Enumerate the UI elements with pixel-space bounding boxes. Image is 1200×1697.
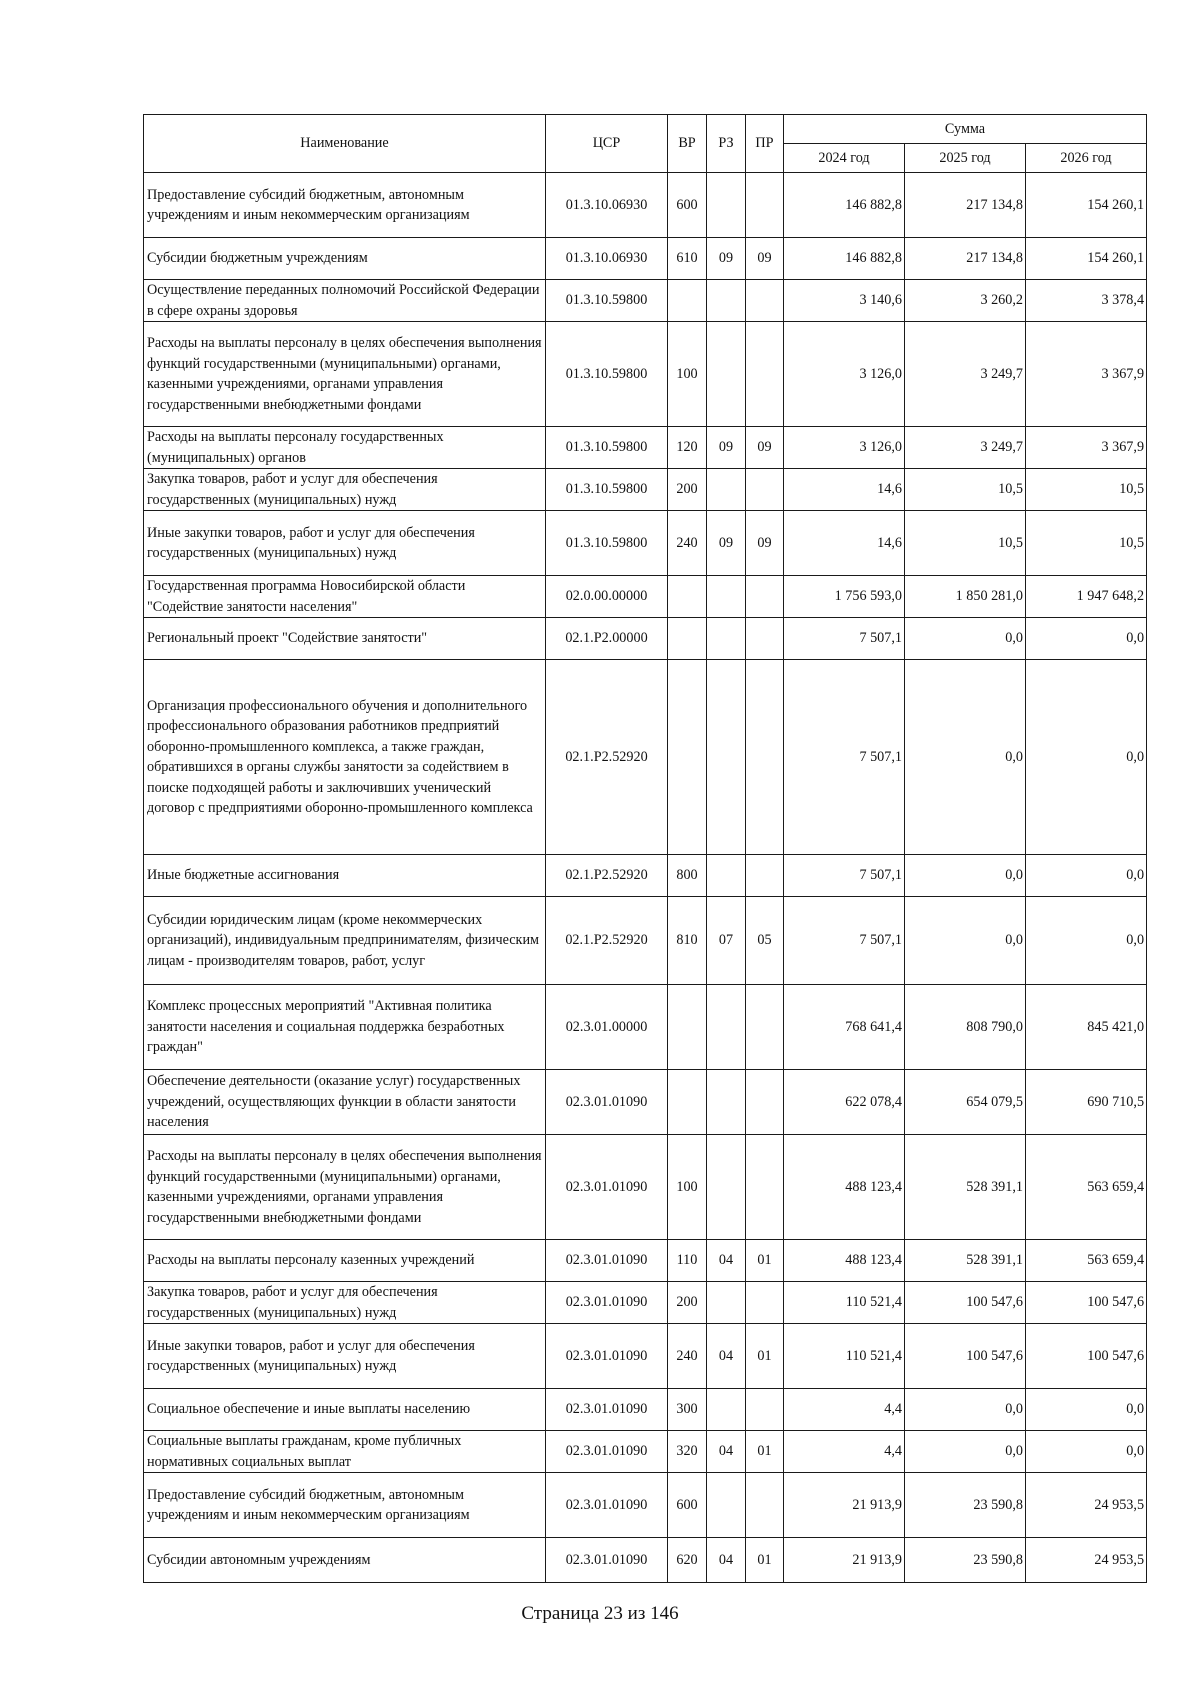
row-vr: 200 — [668, 469, 707, 511]
table-row — [144, 576, 1147, 618]
row-amount-2025: 1 850 281,0 — [905, 576, 1026, 618]
row-amount-2025: 217 134,8 — [905, 238, 1026, 280]
row-csr: 01.3.10.59800 — [546, 427, 668, 469]
row-rz — [707, 576, 746, 618]
row-csr: 01.3.10.59800 — [546, 469, 668, 511]
row-vr: 600 — [668, 1473, 707, 1538]
row-rz — [707, 173, 746, 238]
row-amount-2024: 4,4 — [784, 1389, 905, 1431]
row-vr: 810 — [668, 897, 707, 985]
row-pr — [746, 660, 784, 855]
row-amount-2026: 24 953,5 — [1026, 1473, 1147, 1538]
row-name: Социальное обеспечение и иные выплаты населению — [144, 1389, 546, 1431]
row-amount-2024: 14,6 — [784, 511, 905, 576]
row-amount-2024: 1 756 593,0 — [784, 576, 905, 618]
row-pr — [746, 855, 784, 897]
header-name: Наименование — [144, 115, 546, 173]
row-vr: 240 — [668, 1324, 707, 1389]
row-vr: 600 — [668, 173, 707, 238]
row-amount-2026: 154 260,1 — [1026, 238, 1147, 280]
table-row — [144, 173, 1147, 238]
row-csr: 01.3.10.59800 — [546, 511, 668, 576]
row-amount-2025: 0,0 — [905, 660, 1026, 855]
table-row — [144, 1135, 1147, 1240]
row-csr: 02.3.01.01090 — [546, 1431, 668, 1473]
row-pr — [746, 1282, 784, 1324]
row-amount-2024: 146 882,8 — [784, 173, 905, 238]
header-vr: ВР — [668, 115, 707, 173]
row-amount-2025: 100 547,6 — [905, 1324, 1026, 1389]
header-csr: ЦСР — [546, 115, 668, 173]
row-pr — [746, 576, 784, 618]
row-rz — [707, 1389, 746, 1431]
row-name: Иные закупки товаров, работ и услуг для обеспечения государственных (муниципальных) нужд — [144, 1324, 546, 1389]
row-name: Субсидии бюджетным учреждениям — [144, 238, 546, 280]
row-name: Организация профессионального обучения и дополнительного профессионального образования работников предприятий оборонно-промышленного комплекса, а также граждан, обратившихся в органы службы занятости за содействием в поиске подходящей работы и заключивших ученический договор с предприятиями оборонно-промышленного комплекса — [144, 660, 546, 855]
table-row — [144, 1324, 1147, 1389]
row-name: Комплекс процессных мероприятий "Активная политика занятости населения и социальная поддержка безработных граждан" — [144, 985, 546, 1070]
row-name: Расходы на выплаты персоналу казенных учреждений — [144, 1240, 546, 1282]
row-pr: 05 — [746, 897, 784, 985]
row-vr — [668, 576, 707, 618]
row-name: Субсидии юридическим лицам (кроме некоммерческих организаций), индивидуальным предпринимателям, физическим лицам - производителям товаров, работ, услуг — [144, 897, 546, 985]
row-vr: 120 — [668, 427, 707, 469]
row-amount-2026: 0,0 — [1026, 855, 1147, 897]
row-rz: 04 — [707, 1324, 746, 1389]
row-name: Государственная программа Новосибирской области "Содействие занятости населения" — [144, 576, 546, 618]
row-vr — [668, 660, 707, 855]
row-csr: 02.1.Р2.52920 — [546, 897, 668, 985]
row-pr: 01 — [746, 1431, 784, 1473]
table-row — [144, 1070, 1147, 1135]
row-rz: 09 — [707, 511, 746, 576]
row-amount-2024: 488 123,4 — [784, 1240, 905, 1282]
row-csr: 02.3.01.01090 — [546, 1282, 668, 1324]
table-row — [144, 618, 1147, 660]
row-amount-2025: 528 391,1 — [905, 1240, 1026, 1282]
row-amount-2026: 3 367,9 — [1026, 322, 1147, 427]
row-name: Субсидии автономным учреждениям — [144, 1538, 546, 1583]
row-csr: 02.3.01.01090 — [546, 1070, 668, 1135]
row-amount-2026: 845 421,0 — [1026, 985, 1147, 1070]
row-vr — [668, 985, 707, 1070]
row-rz: 07 — [707, 897, 746, 985]
header-year-2024: 2024 год — [784, 144, 905, 173]
row-csr: 02.3.01.01090 — [546, 1538, 668, 1583]
row-amount-2025: 0,0 — [905, 1389, 1026, 1431]
table-row — [144, 855, 1147, 897]
row-vr: 300 — [668, 1389, 707, 1431]
row-vr: 800 — [668, 855, 707, 897]
row-vr: 610 — [668, 238, 707, 280]
row-rz — [707, 985, 746, 1070]
row-amount-2026: 0,0 — [1026, 618, 1147, 660]
row-vr: 200 — [668, 1282, 707, 1324]
row-amount-2025: 808 790,0 — [905, 985, 1026, 1070]
row-pr: 01 — [746, 1538, 784, 1583]
table-row — [144, 511, 1147, 576]
table-row — [144, 1389, 1147, 1431]
table-body — [144, 173, 1147, 1583]
row-amount-2026: 24 953,5 — [1026, 1538, 1147, 1583]
row-amount-2024: 3 140,6 — [784, 280, 905, 322]
table-row — [144, 238, 1147, 280]
row-rz — [707, 1473, 746, 1538]
row-csr: 02.3.01.01090 — [546, 1240, 668, 1282]
row-amount-2026: 3 367,9 — [1026, 427, 1147, 469]
row-csr: 02.3.01.01090 — [546, 1135, 668, 1240]
row-name: Иные бюджетные ассигнования — [144, 855, 546, 897]
row-rz: 09 — [707, 238, 746, 280]
row-rz — [707, 280, 746, 322]
row-pr — [746, 1135, 784, 1240]
row-name: Социальные выплаты гражданам, кроме публичных нормативных социальных выплат — [144, 1431, 546, 1473]
row-pr — [746, 469, 784, 511]
row-csr: 02.3.01.00000 — [546, 985, 668, 1070]
row-amount-2024: 21 913,9 — [784, 1473, 905, 1538]
row-vr: 100 — [668, 1135, 707, 1240]
row-name: Закупка товаров, работ и услуг для обеспечения государственных (муниципальных) нужд — [144, 1282, 546, 1324]
row-pr: 09 — [746, 427, 784, 469]
row-pr — [746, 173, 784, 238]
row-rz — [707, 1135, 746, 1240]
row-amount-2024: 7 507,1 — [784, 897, 905, 985]
table-row — [144, 1431, 1147, 1473]
row-amount-2025: 10,5 — [905, 469, 1026, 511]
row-amount-2025: 3 249,7 — [905, 322, 1026, 427]
row-amount-2026: 0,0 — [1026, 897, 1147, 985]
row-pr: 01 — [746, 1240, 784, 1282]
row-rz — [707, 1282, 746, 1324]
row-vr: 100 — [668, 322, 707, 427]
row-pr — [746, 1389, 784, 1431]
table-row — [144, 427, 1147, 469]
row-amount-2024: 21 913,9 — [784, 1538, 905, 1583]
row-vr — [668, 280, 707, 322]
row-rz — [707, 469, 746, 511]
row-vr: 240 — [668, 511, 707, 576]
row-amount-2025: 3 260,2 — [905, 280, 1026, 322]
row-rz: 04 — [707, 1240, 746, 1282]
row-amount-2025: 23 590,8 — [905, 1538, 1026, 1583]
row-pr: 09 — [746, 511, 784, 576]
row-amount-2024: 110 521,4 — [784, 1324, 905, 1389]
row-amount-2024: 14,6 — [784, 469, 905, 511]
row-vr: 110 — [668, 1240, 707, 1282]
table-row — [144, 985, 1147, 1070]
row-vr: 620 — [668, 1538, 707, 1583]
row-vr — [668, 1070, 707, 1135]
row-pr — [746, 985, 784, 1070]
row-csr: 02.1.Р2.00000 — [546, 618, 668, 660]
row-rz: 04 — [707, 1538, 746, 1583]
row-pr: 01 — [746, 1324, 784, 1389]
row-amount-2025: 528 391,1 — [905, 1135, 1026, 1240]
table-row — [144, 322, 1147, 427]
row-name: Предоставление субсидий бюджетным, автономным учреждениям и иным некоммерческим организациям — [144, 173, 546, 238]
table-row — [144, 280, 1147, 322]
table-row — [144, 1473, 1147, 1538]
row-amount-2024: 7 507,1 — [784, 660, 905, 855]
row-rz — [707, 322, 746, 427]
row-amount-2024: 3 126,0 — [784, 322, 905, 427]
table-row — [144, 1282, 1147, 1324]
row-amount-2026: 1 947 648,2 — [1026, 576, 1147, 618]
row-amount-2025: 0,0 — [905, 855, 1026, 897]
row-name: Обеспечение деятельности (оказание услуг) государственных учреждений, осуществляющих функции в области занятости населения — [144, 1070, 546, 1135]
table-row — [144, 469, 1147, 511]
row-amount-2026: 100 547,6 — [1026, 1324, 1147, 1389]
row-name: Расходы на выплаты персоналу государственных (муниципальных) органов — [144, 427, 546, 469]
row-amount-2024: 4,4 — [784, 1431, 905, 1473]
row-pr — [746, 1473, 784, 1538]
row-amount-2026: 0,0 — [1026, 660, 1147, 855]
row-csr: 02.3.01.01090 — [546, 1389, 668, 1431]
row-amount-2024: 110 521,4 — [784, 1282, 905, 1324]
header-year-2025: 2025 год — [905, 144, 1026, 173]
page-number: Страница 23 из 146 — [521, 1603, 679, 1624]
row-pr — [746, 1070, 784, 1135]
row-csr: 02.0.00.00000 — [546, 576, 668, 618]
row-pr — [746, 618, 784, 660]
row-rz — [707, 660, 746, 855]
row-rz: 09 — [707, 427, 746, 469]
row-name: Закупка товаров, работ и услуг для обеспечения государственных (муниципальных) нужд — [144, 469, 546, 511]
table-row — [144, 1538, 1147, 1583]
table-row — [144, 897, 1147, 985]
budget-table — [143, 114, 1147, 1583]
row-name: Расходы на выплаты персоналу в целях обеспечения выполнения функций государственными (муниципальными) органами, казенными учреждениями, органами управления государственными внебюджетными фондами — [144, 1135, 546, 1240]
header-sum: Сумма — [784, 115, 1147, 144]
row-amount-2024: 7 507,1 — [784, 618, 905, 660]
row-pr: 09 — [746, 238, 784, 280]
row-name: Региональный проект "Содействие занятости" — [144, 618, 546, 660]
row-amount-2026: 0,0 — [1026, 1389, 1147, 1431]
row-amount-2026: 563 659,4 — [1026, 1135, 1147, 1240]
table-row — [144, 660, 1147, 855]
row-amount-2026: 154 260,1 — [1026, 173, 1147, 238]
row-csr: 01.3.10.06930 — [546, 173, 668, 238]
row-amount-2025: 217 134,8 — [905, 173, 1026, 238]
header-rz: РЗ — [707, 115, 746, 173]
row-amount-2024: 622 078,4 — [784, 1070, 905, 1135]
row-csr: 01.3.10.59800 — [546, 280, 668, 322]
row-csr: 02.3.01.01090 — [546, 1324, 668, 1389]
row-amount-2024: 768 641,4 — [784, 985, 905, 1070]
row-amount-2025: 0,0 — [905, 1431, 1026, 1473]
row-amount-2025: 0,0 — [905, 618, 1026, 660]
row-csr: 02.1.Р2.52920 — [546, 855, 668, 897]
row-amount-2025: 23 590,8 — [905, 1473, 1026, 1538]
row-amount-2026: 100 547,6 — [1026, 1282, 1147, 1324]
row-vr: 320 — [668, 1431, 707, 1473]
row-amount-2024: 146 882,8 — [784, 238, 905, 280]
row-rz — [707, 1070, 746, 1135]
row-csr: 02.3.01.01090 — [546, 1473, 668, 1538]
header-pr: ПР — [746, 115, 784, 173]
row-name: Расходы на выплаты персоналу в целях обеспечения выполнения функций государственными (муниципальными) органами, казенными учреждениями, органами управления государственными внебюджетными фондами — [144, 322, 546, 427]
row-csr: 01.3.10.06930 — [546, 238, 668, 280]
row-amount-2024: 488 123,4 — [784, 1135, 905, 1240]
row-amount-2026: 10,5 — [1026, 511, 1147, 576]
row-amount-2025: 0,0 — [905, 897, 1026, 985]
row-pr — [746, 322, 784, 427]
row-rz — [707, 855, 746, 897]
row-amount-2024: 3 126,0 — [784, 427, 905, 469]
row-rz — [707, 618, 746, 660]
row-amount-2025: 654 079,5 — [905, 1070, 1026, 1135]
row-name: Осуществление переданных полномочий Российской Федерации в сфере охраны здоровья — [144, 280, 546, 322]
row-amount-2026: 690 710,5 — [1026, 1070, 1147, 1135]
row-name: Иные закупки товаров, работ и услуг для обеспечения государственных (муниципальных) нужд — [144, 511, 546, 576]
row-amount-2025: 3 249,7 — [905, 427, 1026, 469]
row-csr: 02.1.Р2.52920 — [546, 660, 668, 855]
table-row — [144, 1240, 1147, 1282]
row-amount-2026: 0,0 — [1026, 1431, 1147, 1473]
row-amount-2026: 3 378,4 — [1026, 280, 1147, 322]
row-amount-2026: 563 659,4 — [1026, 1240, 1147, 1282]
row-amount-2025: 100 547,6 — [905, 1282, 1026, 1324]
row-pr — [746, 280, 784, 322]
row-vr — [668, 618, 707, 660]
row-rz: 04 — [707, 1431, 746, 1473]
row-csr: 01.3.10.59800 — [546, 322, 668, 427]
row-name: Предоставление субсидий бюджетным, автономным учреждениям и иным некоммерческим организациям — [144, 1473, 546, 1538]
row-amount-2024: 7 507,1 — [784, 855, 905, 897]
row-amount-2026: 10,5 — [1026, 469, 1147, 511]
header-year-2026: 2026 год — [1026, 144, 1147, 173]
row-amount-2025: 10,5 — [905, 511, 1026, 576]
